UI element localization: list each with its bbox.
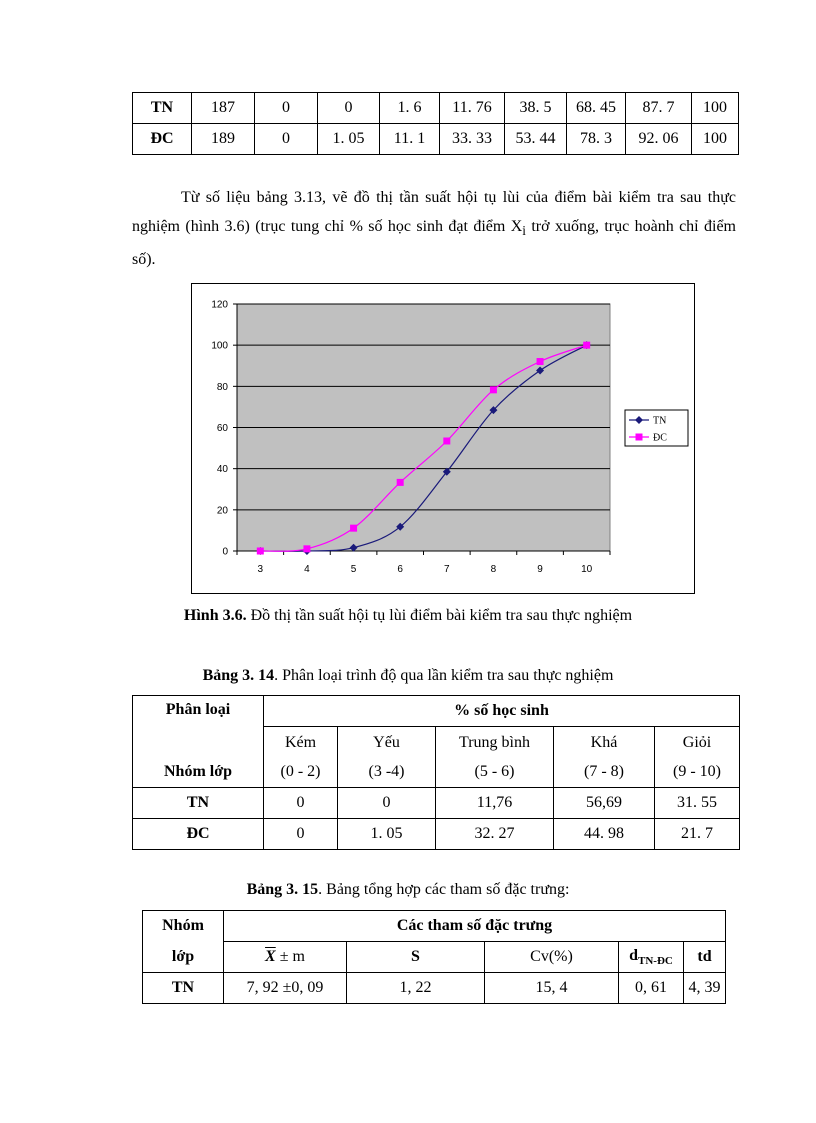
table-cell: 68. 45 xyxy=(567,93,626,124)
table-3-13-fragment xyxy=(132,92,739,155)
paragraph-text-part: trở xuống, trục hoành chỉ điểm số). xyxy=(132,218,736,269)
table-cell: 15, 4 xyxy=(485,973,619,1004)
table-header-row xyxy=(143,911,726,942)
header-group-line2: lớp xyxy=(143,942,224,973)
table-row xyxy=(133,788,740,819)
header-d xyxy=(619,942,684,973)
row-label: ĐC xyxy=(133,819,264,850)
table-cell: 0 xyxy=(264,788,338,819)
data-point xyxy=(257,548,264,555)
d-symbol: d xyxy=(629,946,639,964)
x-tick-label: 4 xyxy=(304,564,310,575)
table-cell: 78. 3 xyxy=(567,124,626,155)
x-tick-label: 8 xyxy=(490,564,497,575)
table-315-caption xyxy=(0,881,816,899)
x-tick-label: 6 xyxy=(397,564,403,575)
header-group: Nhóm lớp xyxy=(164,763,232,780)
table-row xyxy=(143,973,726,1004)
table-cell: 1. 05 xyxy=(338,819,436,850)
row-label: ĐC xyxy=(133,124,192,155)
level-name: Kém xyxy=(284,734,317,751)
y-tick-label: 0 xyxy=(222,546,228,558)
data-point xyxy=(583,342,590,349)
data-point xyxy=(490,386,497,393)
table-cell: 44. 98 xyxy=(554,819,655,850)
header-params: Các tham số đặc trưng xyxy=(224,911,726,942)
paragraph-subscript: i xyxy=(522,223,526,239)
level-name: Khá xyxy=(590,734,618,751)
header-xbar xyxy=(224,942,347,973)
xbar-rest: ± m xyxy=(275,948,305,965)
y-tick-label: 80 xyxy=(216,381,228,393)
legend-marker xyxy=(636,434,643,441)
legend-label: ĐC xyxy=(653,432,667,444)
level-name: Yếu xyxy=(373,734,400,751)
y-tick-label: 40 xyxy=(216,464,228,476)
data-point xyxy=(303,545,310,552)
header-percent: % số học sinh xyxy=(264,696,740,727)
table-cell: 0 xyxy=(338,788,436,819)
table-cell: 0 xyxy=(318,93,380,124)
level-header xyxy=(655,727,740,788)
table-3-14 xyxy=(132,695,740,850)
table-cell: 11. 76 xyxy=(440,93,505,124)
table-315-caption-label: Bảng 3. 15 xyxy=(246,881,319,898)
row-label: TN xyxy=(143,973,224,1004)
data-point xyxy=(443,438,450,445)
table-cell: 7, 92 ±0, 09 xyxy=(224,973,347,1004)
table-cell: 1. 05 xyxy=(318,124,380,155)
data-point xyxy=(537,358,544,365)
figure-caption-text: Đồ thị tần suất hội tụ lùi điểm bài kiểm tra sau thực nghiệm xyxy=(246,607,633,624)
x-tick-label: 10 xyxy=(581,564,593,575)
level-header xyxy=(264,727,338,788)
table-3-15 xyxy=(142,910,726,1004)
table-cell: 33. 33 xyxy=(440,124,505,155)
table-cell: 32. 27 xyxy=(436,819,554,850)
body-paragraph xyxy=(132,183,736,274)
table-cell: 100 xyxy=(692,93,739,124)
level-header xyxy=(338,727,436,788)
level-range: (9 - 10) xyxy=(673,763,721,780)
table-cell: 0, 61 xyxy=(619,973,684,1004)
header-cv: Cv(%) xyxy=(485,942,619,973)
table-cell: 87. 7 xyxy=(626,93,692,124)
figure-caption xyxy=(0,607,816,625)
x-tick-label: 7 xyxy=(444,564,450,575)
table-314-caption-label: Bảng 3. 14 xyxy=(202,667,275,684)
level-range: (0 - 2) xyxy=(280,763,321,780)
table-cell: 4, 39 xyxy=(684,973,726,1004)
row-label: TN xyxy=(133,788,264,819)
header-classify: Phân loại xyxy=(165,701,231,718)
figure-caption-label: Hình 3.6. xyxy=(183,607,247,624)
row-label: TN xyxy=(133,93,192,124)
level-range: (5 - 6) xyxy=(474,763,515,780)
table-cell: 38. 5 xyxy=(505,93,567,124)
table-header-row xyxy=(143,942,726,973)
table-cell: 0 xyxy=(264,819,338,850)
table-row xyxy=(133,124,739,155)
level-header xyxy=(554,727,655,788)
d-subscript: TN-ĐC xyxy=(638,955,673,968)
table-314-caption-text: . Phân loại trình độ qua lần kiểm tra sau thực nghiệm xyxy=(274,667,614,684)
x-tick-label: 3 xyxy=(257,564,264,575)
level-name: Giỏi xyxy=(682,734,712,751)
line-chart xyxy=(191,283,695,594)
table-cell: 189 xyxy=(192,124,255,155)
y-tick-label: 60 xyxy=(216,423,228,434)
table-cell: 31. 55 xyxy=(655,788,740,819)
table-cell: 53. 44 xyxy=(505,124,567,155)
level-range: (7 - 8) xyxy=(584,763,624,780)
chart-svg xyxy=(192,284,694,593)
table-cell: 21. 7 xyxy=(655,819,740,850)
paragraph-text xyxy=(132,183,736,274)
table-cell: 100 xyxy=(692,124,739,155)
y-tick-label: 100 xyxy=(211,340,228,352)
header-classify-group xyxy=(133,696,264,788)
paragraph-text-part: Từ số liệu bảng 3.13, vẽ đồ thị tần suất hội tụ lùi của điểm bài kiểm tra sau thực nghiệm (hình 3.6) (trục tung chỉ % số học sinh đạt điểm X xyxy=(132,189,736,235)
x-tick-label: 9 xyxy=(537,564,543,575)
table-cell: 11. 1 xyxy=(380,124,440,155)
table-cell: 56,69 xyxy=(554,788,655,819)
y-tick-label: 20 xyxy=(216,505,228,517)
table-cell: 0 xyxy=(255,124,318,155)
header-group-line1: Nhóm xyxy=(143,911,224,942)
table-row xyxy=(133,93,739,124)
xbar-symbol: $\overline{X}$ xyxy=(265,948,276,965)
level-range: (3 -4) xyxy=(368,763,405,780)
data-point xyxy=(350,525,357,532)
table-cell: 0 xyxy=(255,93,318,124)
table-cell: 187 xyxy=(192,93,255,124)
table-314-caption xyxy=(0,667,816,685)
table-315-caption-text: . Bảng tổng hợp các tham số đặc trưng: xyxy=(318,881,570,898)
table-row xyxy=(133,819,740,850)
header-s: S xyxy=(347,942,485,973)
table-cell: 11,76 xyxy=(436,788,554,819)
header-td: td xyxy=(684,942,726,973)
x-tick-label: 5 xyxy=(350,564,357,575)
legend-label: TN xyxy=(653,415,667,427)
table-cell: 1, 22 xyxy=(347,973,485,1004)
y-tick-label: 120 xyxy=(211,299,228,311)
data-point xyxy=(397,479,404,486)
level-header xyxy=(436,727,554,788)
table-header-row xyxy=(133,696,740,727)
table-cell: 92. 06 xyxy=(626,124,692,155)
table-cell: 1. 6 xyxy=(380,93,440,124)
level-name: Trung bình xyxy=(459,734,530,751)
